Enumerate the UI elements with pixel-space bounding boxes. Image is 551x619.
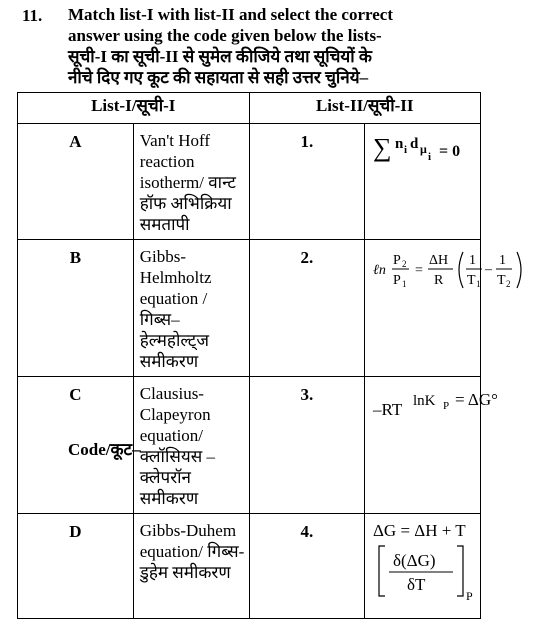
question-line-3: सूची-I का सूची-II से सुमेल कीजिये तथा सूचियों के [68,47,372,66]
eq3-p: P [443,400,450,412]
eq1-i: i [404,144,408,156]
eq2-p2: P [393,253,402,268]
eq2-minus: – [485,262,493,277]
code-label: Code/कूट– [68,440,141,459]
table-row [18,124,481,240]
row-label: D [18,514,134,619]
equation-3-svg [371,381,551,427]
row-label: B [18,240,134,377]
list-1-item [133,124,249,240]
eq2-r: R [434,273,444,288]
eq2-equals: = [415,263,424,278]
eq2-p1-sub: 1 [402,279,407,289]
row-number: 2. [249,240,365,377]
item-hindi: वान्ट हॉफ अभिक्रिया समतापी [139,173,236,234]
eq2-t1-sub: 1 [476,279,481,289]
eq2-t2-sub: 2 [506,279,511,289]
eq2-t1: T [467,273,476,288]
header-list-2: List-II/सूची-II [249,93,481,124]
eq2-right-paren [517,252,521,288]
eq2-one-b: 1 [499,253,507,268]
eq1-mu: μ [420,142,428,156]
equation-2 [365,240,511,377]
row-number: 4. [249,514,365,619]
item-hindi: गिब्स-डुहेम समीकरण [139,542,245,582]
table-row [18,514,481,619]
sum-symbol: ∑ [373,133,392,162]
eq3-lnk: lnK [413,393,436,409]
eq4-right-bracket [457,546,463,596]
eq2-dh: ΔH [429,253,449,268]
eq4-sub: P [466,589,473,603]
equation-1 [365,124,481,240]
question-line-1: Match list-I with list-II and select the correct [68,5,393,24]
eq2-p2-sub: 2 [402,259,407,269]
question-line-2: answer using the code given below the lists- [68,26,382,45]
equation-1-svg [371,128,541,168]
item-english: Gibbs- Helmholtz equation / [139,247,212,308]
item-hindi: गिब्स–हेल्महोल्ट्ज समीकरण [139,310,209,371]
item-hindi: क्लॉसियस –क्लेपरॉन समीकरण [139,447,215,508]
equation-4 [365,514,481,619]
eq1-rhs: = 0 [439,143,461,160]
eq1-n: n [395,136,404,152]
question-text [68,4,480,88]
eq2-left-paren [459,252,463,288]
eq4-left-bracket [379,546,385,596]
equation-4-svg [371,518,551,602]
eq3-rhs: = ΔG° [455,390,499,409]
eq1-mu-i: i [428,151,432,163]
question-line-4: नीचे दिए गए कूट की सहायता से सही उत्तर चुनिये– [68,68,369,87]
list-1-item [133,240,249,377]
table-header [18,93,481,124]
row-number: 1. [249,124,365,240]
row-label: A [18,124,134,240]
item-english: Clausius-Clapeyron equation/ [139,384,211,445]
equation-2-svg [371,244,551,296]
eq4-line1: ΔG = ΔH + T [373,521,466,540]
eq2-ln: ℓn [373,263,387,278]
eq3-lhs: –RT [373,400,403,419]
row-number: 3. [249,377,365,514]
question-number: 11. [22,6,43,25]
row-label: C [18,377,134,514]
eq2-p1: P [393,273,402,288]
eq1-d: d [410,136,419,152]
eq2-one-a: 1 [469,253,477,268]
list-1-item [133,514,249,619]
eq2-t2: T [497,273,506,288]
list-1-item [133,377,249,514]
match-table [17,92,511,619]
item-english: Gibbs-Duhem equation/ [139,521,237,561]
item-english: Van't Hoff reaction isotherm/ [139,131,211,192]
table-row [18,240,481,377]
equation-3 [365,377,499,514]
header-list-1: List-I/सूची-I [18,93,250,124]
eq4-num: δ(ΔG) [393,551,436,570]
eq4-den: δT [407,575,426,594]
